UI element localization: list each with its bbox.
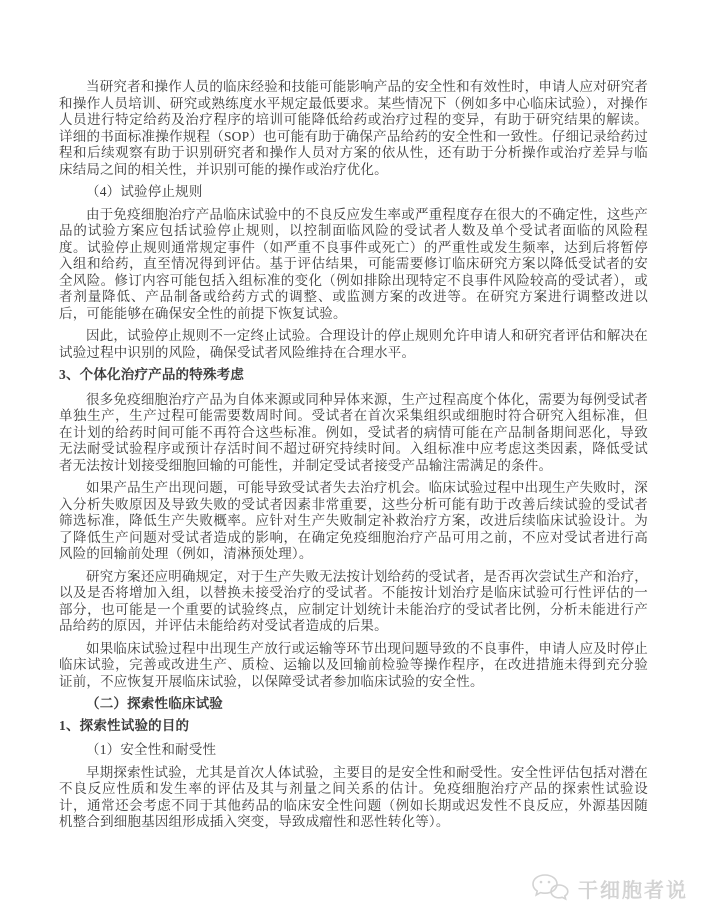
section-heading: 1、探索性试验的目的 [59, 717, 190, 733]
section-heading: （二）探索性临床试验 [86, 696, 223, 711]
document-paragraph: 很多免疫细胞治疗产品为自体来源或同种异体来源，生产过程高度个体化，需要为每例受试者单独生产，生产过程可能需要数周时间。受试者在首次采集组织或细胞时符合研究入组标准，但在计划的给药时间可能不再符合这些标准。例如，受试者的病情可能在产品制备期间恶化，导致无法耐受试验程序或预计存活时间不超过研究持续时间。入组标准中应考虑这类因素，降低受试者无法按计划接受细胞回输的可能性，并制定受试者接受产品输注需满足的条件。 [59, 391, 648, 473]
document-paragraph: 早期探索性试验，尤其是首次人体试验，主要目的是安全性和耐受性。安全性评估包括对潜在不良反应性质和发生率的评估及其与剂量之间关系的估计。免疫细胞治疗产品的探索性试验设计，通常还会考虑不同于其他药品的临床安全性问题（例如长期或迟发性不良反应，外源基因随机整合到细胞基因组形成插入突变，导致成瘤性和恶性转化等）。 [59, 764, 648, 829]
document-paragraph: 如果产品生产出现问题，可能导致受试者失去治疗机会。临床试验过程中出现生产失败时，深入分析失败原因及导致失败的受试者因素非常重要，这些分析可能有助于改善后续试验的受试者筛选标准，降低生产失败概率。应针对生产失败制定补救治疗方案，改进后续临床试验设计。为了降低生产问题对受试者造成的影响，在确定免疫细胞治疗产品可用之前，不应对受试者进行高风险的回输前处理（例如，清淋预处理）。 [59, 480, 648, 561]
document-paragraph: 因此，试验停止规则不一定终止试验。合理设计的停止规则允许申请人和研究者评估和解决在试验过程中识别的风险，确保受试者风险维持在合理水平。 [59, 328, 648, 360]
document-paragraph: 如果临床试验过程中出现生产放行或运输等环节出现问题导致的不良事件，申请人应及时停止临床试验，完善或改进生产、质检、运输以及回输前检验等操作程序，在改进措施未得到充分验证前，不应恢复开展临床试验，以保障受试者参加临床试验的安全性。 [59, 640, 648, 689]
watermark-label: 干细胞者说 [578, 879, 688, 902]
subsection-heading: （4）试验停止规则 [86, 184, 203, 199]
document-paragraph: 当研究者和操作人员的临床经验和技能可能影响产品的安全性和有效性时，申请人应对研究者和操作人员培训、研究或熟练度水平规定最低要求。某些情况下（例如多中心临床试验），对操作人员进行特定给药及治疗程序的培训可能降低给药或治疗过程的变异，有助于研究结果的解读。详细的书面标准操作规程（SOP）也可能有助于确保产品给药的安全性和一致性。仔细记录给药过程和后续观察有助于识别研究者和操作人员对方案的依从性，还有助于分析操作或治疗差异与临床结局之间的相关性，并识别可能的操作或治疗优化。 [59, 79, 648, 177]
watermark [531, 873, 688, 903]
chat-bubbles-icon [531, 873, 571, 903]
document-paragraph: 由于免疫细胞治疗产品临床试验中的不良反应发生率或严重程度存在很大的不确定性，这些产品的试验方案应包括试验停止规则，以控制面临风险的受试者人数及单个受试者面临的风险程度。试验停止规则通常规定事件（如严重不良事件或死亡）的严重性或发生频率，达到后将暂停入组和给药，直至情况得到评估。基于评估结果，可能需要修订临床研究方案以降低受试者的安全风险。修订内容可能包括入组标准的变化（例如排除出现特定不良事件风险较高的受试者），或者剂量降低、产品制备或给药方式的调整、或监测方案的改进等。在研究方案进行调整改进以后，可能能够在确保安全性的前提下恢复试验。 [59, 206, 648, 321]
section-heading: 3、个体化治疗产品的特殊考虑 [59, 367, 245, 382]
document-body [59, 79, 648, 831]
document-paragraph: 研究方案还应明确规定，对于生产失败无法按计划给药的受试者，是否再次尝试生产和治疗，以及是否将增加入组，以替换未接受治疗的受试者。不能按计划治疗是临床试验可行性评估的一部分，也可能是一个重要的试验终点，应制定计划统计未能治疗的受试者比例，分析未能进行产品给药的原因，并评估未能给药对受试者造成的后果。 [59, 568, 648, 633]
subsection-heading: （1）安全性和耐受性 [86, 742, 217, 757]
